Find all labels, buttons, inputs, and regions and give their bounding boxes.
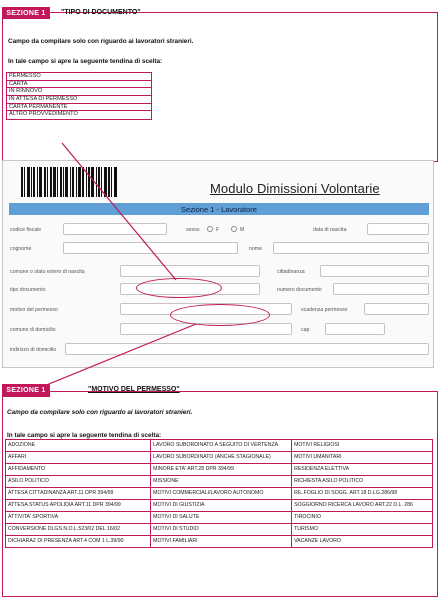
option-item: CARTA xyxy=(7,81,151,89)
table-row xyxy=(6,476,433,488)
table-cell: MOTIVI COMMERCIALI/LAVORO AUTONOMO xyxy=(151,488,292,500)
table-row xyxy=(6,536,433,548)
label-nome: nome xyxy=(249,246,262,252)
option-item: ALTRO PROVVEDIMENTO xyxy=(9,111,78,118)
table-cell: MOTIVI FAMILIARI xyxy=(151,536,292,548)
label-scadenza-permesso: scadenza permesso xyxy=(301,307,348,313)
section-tag-1: SEZIONE 1 xyxy=(2,7,50,19)
table-cell: MINORE ETA' ART.28 DPR 394/99 xyxy=(151,464,292,476)
table-row xyxy=(6,488,433,500)
option-item: IN RINNOVO xyxy=(7,88,151,96)
motivo-permesso-options-table xyxy=(5,439,433,548)
table-cell: VACANZE LAVORO xyxy=(292,536,433,548)
table-cell: ADOZIONE xyxy=(6,440,151,452)
label-tipo-documento: tipo documento xyxy=(10,287,46,293)
table-cell: CONVERSIONE DLGS.N.O.L.523/02 DEL 16/02 xyxy=(6,524,151,536)
table-cell: AFFARI xyxy=(6,452,151,464)
table-cell: MOTIVI DI GIUSTIZIA xyxy=(151,500,292,512)
panel-instructions-3: Campo da compilare solo con riguardo ai lavoratori stranieri. xyxy=(7,409,193,416)
table-cell: AFFIDAMENTO xyxy=(6,464,151,476)
table-cell: MOTIVI UMANITARI xyxy=(292,452,433,464)
label-sesso: sesso xyxy=(186,227,200,233)
table-cell: MOTIVI RELIGIOSI xyxy=(292,440,433,452)
table-cell: ATTESA CITTADINANZA ART.11 DPR 394/99 xyxy=(6,488,151,500)
label-comune-domicilio: comune di domicilio xyxy=(10,327,56,333)
form-title: Modulo Dimissioni Volontarie xyxy=(210,181,380,196)
panel-instructions-4: In tale campo si apre la seguente tendina di scelta: xyxy=(7,432,162,439)
connector-line-tipo xyxy=(62,143,176,280)
table-row xyxy=(6,500,433,512)
label-cognome: cognome xyxy=(10,246,32,252)
label-numero-documento: numero documento xyxy=(277,287,322,293)
option-item: IN ATTESA DI PERMESSO xyxy=(7,96,151,104)
table-cell: RIL.FOGLIO DI SOGG. ART.18 D.LG.286/98 xyxy=(292,488,433,500)
table-cell: MOTIVI DI SALUTE xyxy=(151,512,292,524)
table-cell: RICHIESTA ASILO POLITICO xyxy=(292,476,433,488)
table-cell: ATTESA STATUS APOLIDIA ART.11 DPR 394/99 xyxy=(6,500,151,512)
table-cell: LAVORO SUBORDINATO A SEGUITO DI VERTENZA xyxy=(151,440,292,452)
table-row xyxy=(6,464,433,476)
label-f: F xyxy=(216,227,220,233)
label-data-nascita: data di nascita xyxy=(313,227,347,233)
table-row xyxy=(6,440,433,452)
table-cell: SOGGIORNO RICERCA LAVORO ART.22 D.L. 286 xyxy=(292,500,433,512)
panel-instructions-2: In tale campo si apre la seguente tendina di scelta: xyxy=(8,58,163,65)
table-cell: ASILO POLITICO xyxy=(6,476,151,488)
panel-title-motivo-permesso: "MOTIVO DEL PERMESSO" xyxy=(88,386,180,393)
table-cell: LAVORO SUBORDINATO (ANCHE STAGIONALE) xyxy=(151,452,292,464)
table-row xyxy=(6,452,433,464)
table-cell: MISSIONE xyxy=(151,476,292,488)
table-row xyxy=(6,524,433,536)
table-cell: TURISMO xyxy=(292,524,433,536)
panel-instructions-1: Campo da compilare solo con riguardo ai lavoratori stranieri. xyxy=(8,38,194,45)
option-item: PERMESSO xyxy=(7,73,151,81)
label-motivo-permesso: motivo del permesso xyxy=(10,307,58,313)
section-tag-2: SEZIONE 1 xyxy=(2,384,50,397)
label-codice-fiscale: codice fiscale xyxy=(10,227,42,233)
option-item: CARTA PERMANENTE xyxy=(7,104,151,112)
table-cell: DICHIARAZ DI PRESENZA ART.4 COM 1 L.39/90 xyxy=(6,536,151,548)
label-m: M xyxy=(240,227,245,233)
table-cell: TIROCINIO xyxy=(292,512,433,524)
label-comune-nascita: comune o stato estero di nascita xyxy=(10,269,85,275)
table-row xyxy=(6,512,433,524)
label-cittadinanza: cittadinanza xyxy=(277,269,305,275)
panel-title-tipo-documento: "TIPO DI DOCUMENTO" xyxy=(61,9,141,16)
section-header-lavoratore: Sezione 1 - Lavoratore xyxy=(9,203,429,215)
connector-line-motivo xyxy=(44,324,196,386)
table-cell: MOTIVI DI STUDIO xyxy=(151,524,292,536)
table-cell: RESIDENZA ELETTIVA xyxy=(292,464,433,476)
label-indirizzo-domicilio: indirizzo di domicilio xyxy=(10,347,57,353)
label-cap: cap xyxy=(301,327,310,333)
table-cell: ATTIVITA' SPORTIVA xyxy=(6,512,151,524)
